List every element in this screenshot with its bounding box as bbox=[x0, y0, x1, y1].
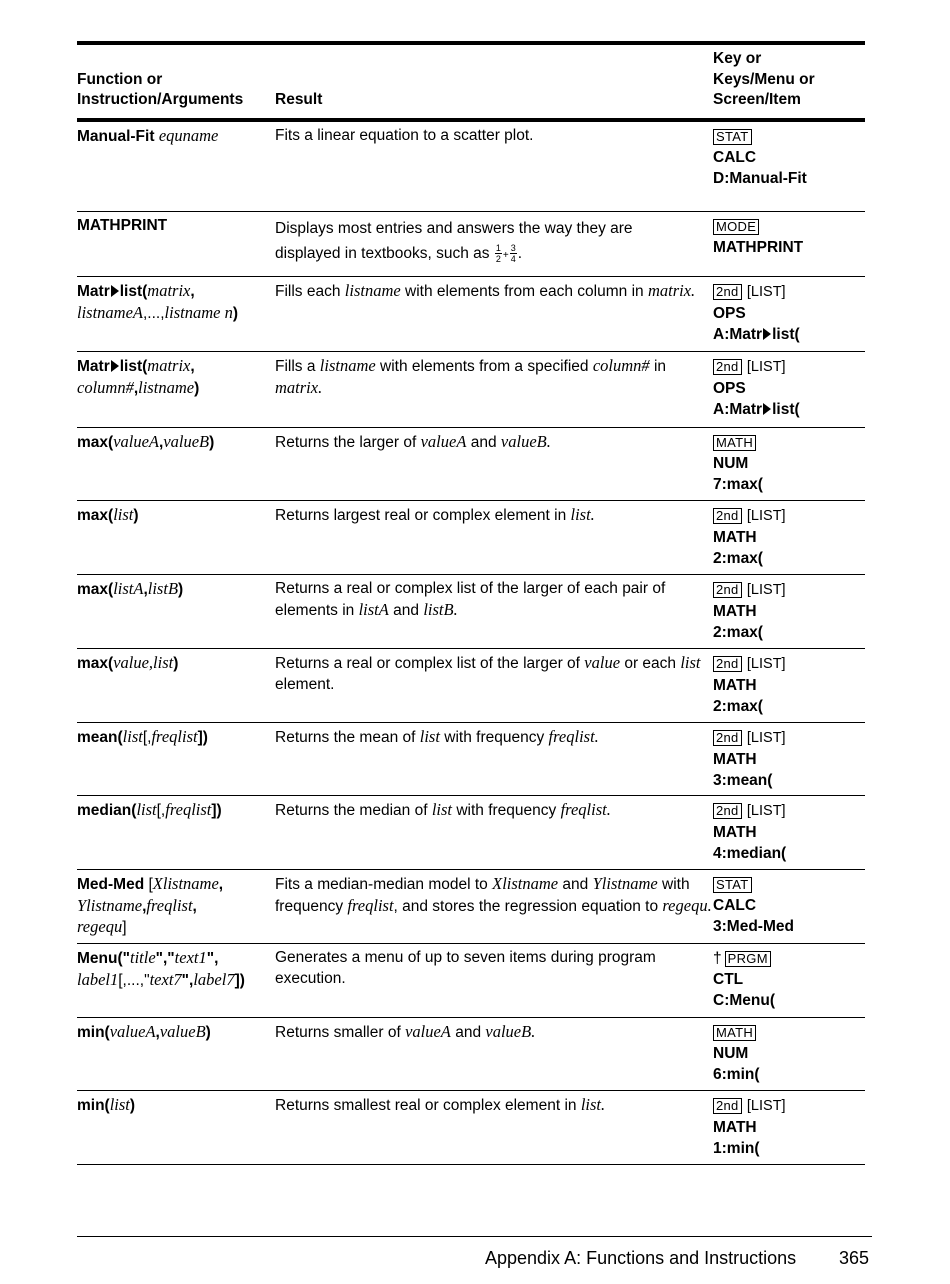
keys-cell: 2nd [LIST] MATH 2:max( bbox=[713, 649, 865, 723]
second-key: 2nd bbox=[713, 284, 742, 300]
table-row bbox=[77, 120, 865, 212]
second-key: 2nd bbox=[713, 508, 742, 524]
second-key: 2nd bbox=[713, 803, 742, 819]
fraction-three-quarters: $\frac{3}{4}$ bbox=[510, 243, 516, 265]
stat-key: STAT bbox=[713, 129, 752, 145]
result-cell: Returns the mean of list with frequency freqlist. bbox=[275, 723, 713, 796]
store-arrow-icon bbox=[111, 360, 119, 372]
table-row bbox=[77, 1091, 865, 1165]
math-key: MATH bbox=[713, 1025, 756, 1041]
second-key: 2nd bbox=[713, 656, 742, 672]
function-cell: min(list) bbox=[77, 1091, 275, 1165]
footer-rule bbox=[77, 1236, 872, 1237]
dagger-mark: † bbox=[713, 950, 722, 967]
function-cell: Menu("title","text1", label1[,...,"text7",label7]) bbox=[77, 944, 275, 1018]
prgm-key: PRGM bbox=[725, 951, 771, 967]
result-cell: Fills a listname with elements from a specified column# in matrix. bbox=[275, 352, 713, 428]
table-row bbox=[77, 649, 865, 723]
function-table bbox=[77, 41, 865, 1165]
table-row bbox=[77, 796, 865, 870]
function-cell: min(valueA,valueB) bbox=[77, 1018, 275, 1091]
result-cell: Fits a linear equation to a scatter plot. bbox=[275, 120, 713, 212]
function-cell: Med-Med [Xlistname, Ylistname,freqlist, regequ] bbox=[77, 870, 275, 944]
header-result: Result bbox=[275, 43, 713, 120]
second-key: 2nd bbox=[713, 359, 742, 375]
footer-title: Appendix A: Functions and Instructions bbox=[485, 1248, 797, 1268]
keys-cell: MATH NUM 6:min( bbox=[713, 1018, 865, 1091]
function-cell: median(list[,freqlist]) bbox=[77, 796, 275, 870]
table-row bbox=[77, 352, 865, 428]
function-cell: MATHPRINT bbox=[77, 212, 275, 277]
fraction-one-half: $\frac{1}{2}$ bbox=[495, 243, 501, 265]
keys-cell: 2nd [LIST] MATH 4:median( bbox=[713, 796, 865, 870]
keys-cell: 2nd [LIST] OPS A:Matr list( bbox=[713, 277, 865, 352]
keys-cell: 2nd [LIST] MATH 1:min( bbox=[713, 1091, 865, 1165]
function-cell: max(list) bbox=[77, 501, 275, 575]
function-cell: mean(list[,freqlist]) bbox=[77, 723, 275, 796]
store-arrow-icon bbox=[111, 285, 119, 297]
keys-cell: MATH NUM 7:max( bbox=[713, 428, 865, 501]
store-arrow-icon bbox=[763, 403, 771, 415]
second-key: 2nd bbox=[713, 730, 742, 746]
table-row bbox=[77, 501, 865, 575]
function-cell: max(value,list) bbox=[77, 649, 275, 723]
table-row bbox=[77, 870, 865, 944]
store-arrow-icon bbox=[763, 328, 771, 340]
table-row bbox=[77, 277, 865, 352]
function-cell: max(valueA,valueB) bbox=[77, 428, 275, 501]
function-cell: Matr list(matrix, column#,listname) bbox=[77, 352, 275, 428]
page-number: 365 bbox=[839, 1248, 870, 1268]
keys-cell: STAT CALC 3:Med-Med bbox=[713, 870, 865, 944]
header-keys: Key or Keys/Menu or Screen/Item bbox=[713, 43, 865, 120]
math-key: MATH bbox=[713, 435, 756, 451]
result-cell: Returns largest real or complex element in list. bbox=[275, 501, 713, 575]
result-cell: Returns smaller of valueA and valueB. bbox=[275, 1018, 713, 1091]
keys-cell: 2nd [LIST] OPS A:Matr list( bbox=[713, 352, 865, 428]
function-cell: Manual-Fit equname bbox=[77, 120, 275, 212]
table-row bbox=[77, 1018, 865, 1091]
keys-cell: MODE MATHPRINT bbox=[713, 212, 865, 277]
table-row bbox=[77, 428, 865, 501]
keys-cell: 2nd [LIST] MATH 3:mean( bbox=[713, 723, 865, 796]
result-cell: Fits a median-median model to Xlistname and Ylistname with frequency freqlist, and stores the regression equation to regequ. bbox=[275, 870, 713, 944]
table-row bbox=[77, 944, 865, 1018]
mode-key: MODE bbox=[713, 219, 759, 235]
table-header-row bbox=[77, 43, 865, 120]
result-cell: Returns the larger of valueA and valueB. bbox=[275, 428, 713, 501]
result-cell: Fills each listname with elements from each column in matrix. bbox=[275, 277, 713, 352]
function-cell: max(listA,listB) bbox=[77, 575, 275, 649]
result-cell: Generates a menu of up to seven items during program execution. bbox=[275, 944, 713, 1018]
second-key: 2nd bbox=[713, 582, 742, 598]
function-cell: Matr list(matrix, listnameA,...,listname n) bbox=[77, 277, 275, 352]
result-cell: Displays most entries and answers the way they are displayed in textbooks, such as $\frac{1}{2}$ + $\frac{3}{4}$ . bbox=[275, 212, 713, 277]
function-reference-page bbox=[77, 41, 865, 1165]
second-key: 2nd bbox=[713, 1098, 742, 1114]
stat-key: STAT bbox=[713, 877, 752, 893]
table-row bbox=[77, 723, 865, 796]
keys-cell: 2nd [LIST] MATH 2:max( bbox=[713, 501, 865, 575]
keys-cell: STAT CALC D:Manual-Fit bbox=[713, 120, 865, 212]
table-row bbox=[77, 575, 865, 649]
result-cell: Returns a real or complex list of the larger of value or each list element. bbox=[275, 649, 713, 723]
keys-cell: 2nd [LIST] MATH 2:max( bbox=[713, 575, 865, 649]
result-cell: Returns smallest real or complex element in list. bbox=[275, 1091, 713, 1165]
result-cell: Returns the median of list with frequency freqlist. bbox=[275, 796, 713, 870]
result-cell: Returns a real or complex list of the larger of each pair of elements in listA and listB. bbox=[275, 575, 713, 649]
keys-cell: † PRGM CTL C:Menu( bbox=[713, 944, 865, 1018]
header-function: Function or Instruction/Arguments bbox=[77, 43, 275, 120]
table-row bbox=[77, 212, 865, 277]
